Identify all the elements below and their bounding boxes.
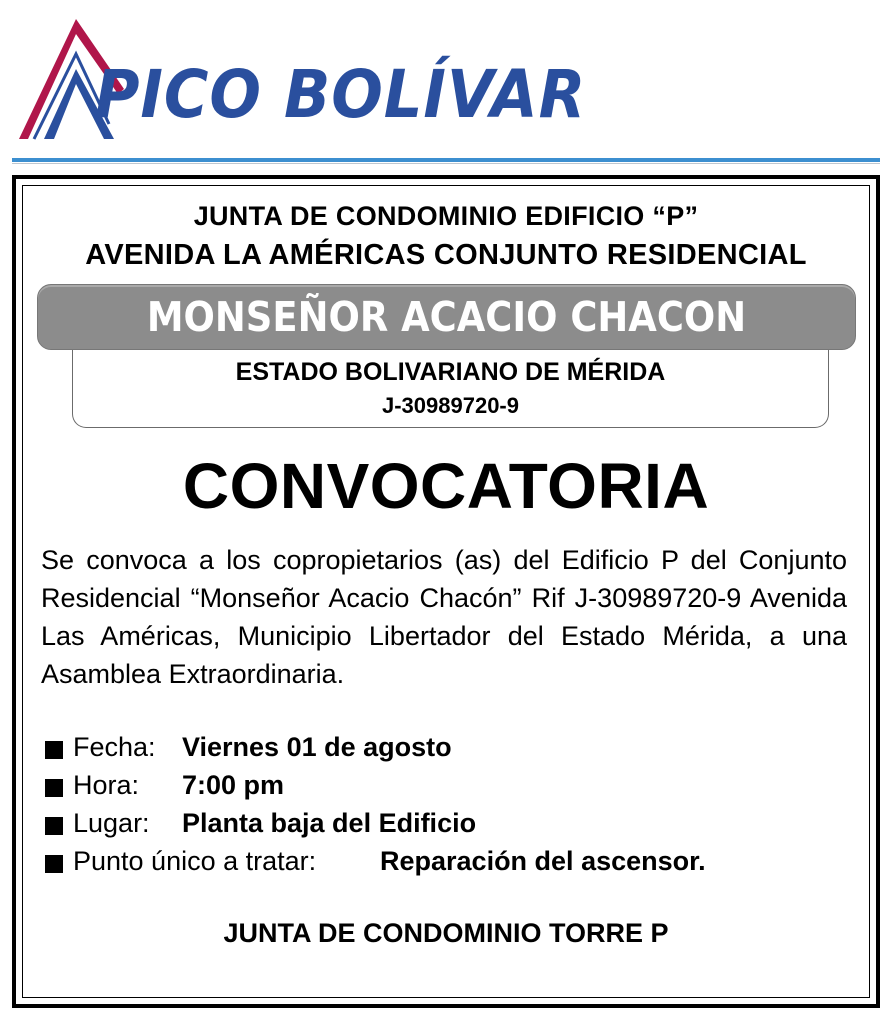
detail-label: Punto único a tratar: [73, 846, 317, 876]
body-paragraph: Se convoca a los copropietarios (as) del Edificio P del Conjunto Residencial “Monseñor Acacio Chacón” Rif J-30989720-9 Avenida Las Américas, Municipio Libertador del Estado Mérida, a una Asamblea Extraordinaria. [41, 545, 847, 689]
square-bullet-icon [45, 779, 63, 797]
detail-value: Viernes 01 de agosto [182, 732, 452, 762]
square-bullet-icon [45, 855, 63, 873]
list-item-hora [45, 766, 845, 804]
detail-label: Lugar: [73, 808, 150, 838]
detail-value: Reparación del ascensor. [380, 846, 706, 876]
list-item-lugar [45, 804, 845, 842]
residential-name: MONSEÑOR ACACIO CHACON [146, 293, 747, 341]
masthead [0, 0, 891, 160]
detail-value: Planta baja del Edificio [182, 808, 477, 838]
header-rule [12, 158, 880, 162]
state-text: ESTADO BOLIVARIANO DE MÉRIDA [235, 358, 666, 386]
square-bullet-icon [45, 741, 63, 759]
footer-signature: JUNTA DE CONDOMINIO TORRE P [223, 918, 669, 948]
header-rule-thin [12, 163, 880, 164]
list-item-punto [45, 842, 845, 880]
details-list [45, 728, 845, 880]
detail-label: Hora: [73, 770, 140, 800]
rif-number: J-30989720-9 [381, 393, 519, 418]
page-title: CONVOCATORIA [182, 450, 710, 522]
header-line-1: JUNTA DE CONDOMINIO EDIFICIO “P” [193, 201, 699, 231]
logo-brand-text: PICO BOLÍVAR [95, 56, 587, 133]
detail-value: 7:00 pm [182, 770, 285, 800]
list-item-fecha [45, 728, 845, 766]
header-line-2: AVENIDA LA AMÉRICAS CONJUNTO RESIDENCIAL [85, 239, 807, 271]
square-bullet-icon [45, 817, 63, 835]
detail-label: Fecha: [73, 732, 156, 762]
